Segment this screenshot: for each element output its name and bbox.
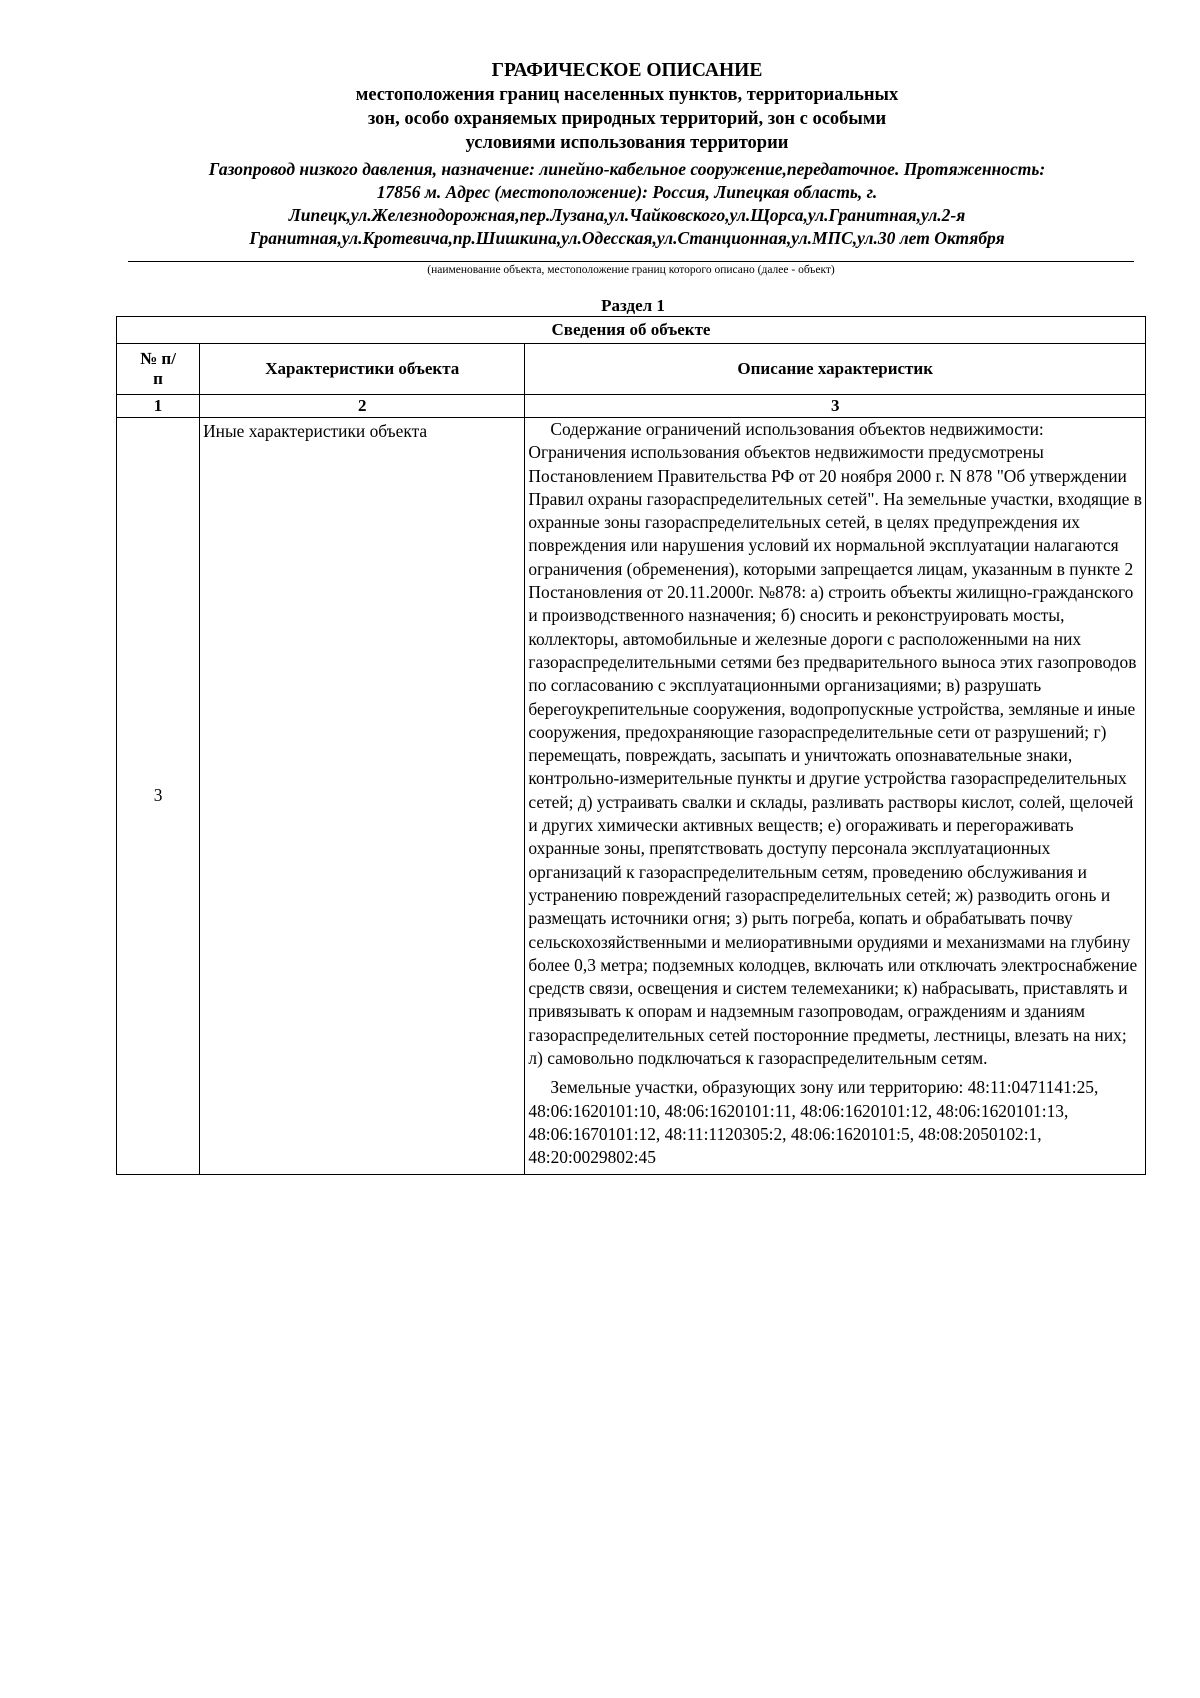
column-header-number: № п/п [117,344,200,395]
row-description [525,418,1146,1175]
column-number: 2 [200,395,525,418]
column-number: 1 [117,395,200,418]
column-header-description: Описание характеристик [525,344,1146,395]
subtitle-line-2: зон, особо охраняемых природных территорий, зон с особыми [367,109,887,129]
row-number: 3 [117,418,200,1175]
document-title: ГРАФИЧЕСКОЕ ОПИСАНИЕ [491,60,763,81]
row-characteristic: Иные характеристики объекта [200,418,525,1175]
table-row [117,418,1146,1175]
subtitle-line-3: условиями использования территории [465,133,789,153]
object-name-underline [128,261,1134,262]
table-header-row [117,344,1146,395]
column-number: 3 [525,395,1146,418]
object-name-line-4: Гранитная,ул.Кротевича,пр.Шишкина,ул.Одесская,ул.Станционная,ул.МПС,ул.30 лет Октября [249,228,1005,248]
object-name-line-2: 17856 м. Адрес (местоположение): Россия, Липецкая область, г. [376,182,878,202]
object-name [118,158,1136,250]
section-title: Раздел 1 [601,296,665,315]
subtitle-line-1: местоположения границ населенных пунктов, территориальных [355,85,899,105]
description-paragraph-land-plots: Земельные участки, образующих зону или территорию: 48:11:0471141:25, 48:06:1620101:10, 48:06:1620101:11, 48:06:1620101:12, 48:06:1620101:13, 48:06:1670101:12, 48:11:1120305:2, 48:06:1620101:5, 48:08:2050102:1, 48:20:0029802:45 [528,1077,1099,1168]
description-paragraph-restrictions: Содержание ограничений использования объектов недвижимости: Ограничения использования объектов недвижимости предусмотрены Постановлением Правительства РФ от 20 ноября 2000 г. N 878 "Об утверждении Правил охраны газораспределительных сетей". На земельные участки, входящие в охранные зоны газораспределительных сетей, в целях предупреждения их повреждения или нарушения условий их нормальной эксплуатации налагаются ограничения (обременения), которыми запрещается лицам, указанным в пункте 2 Постановления от 20.11.2000г. №878: а) строить объекты жилищно-гражданского и производственного назначения; б) сносить и реконструировать мосты, коллекторы, автомобильные и железные дороги с расположенными на них газораспределительными сетями без предварительного выноса этих газопроводов по согласованию с эксплуатационными организациями; в) разрушать берегоукрепительные сооружения, водопропускные устройства, земляные и иные сооружения, предохраняющие газораспределительные сети от разрушений; г) перемещать, повреждать, засыпать и уничтожать опознавательные знаки, контрольно-измерительные пункты и другие устройства газораспределительных сетей; д) устраивать свалки и склады, разливать растворы кислот, солей, щелочей и других химически активных веществ; е) огораживать и перегораживать охранные зоны, препятствовать доступу персонала эксплуатационных организаций к газораспределительным сетям, проведению обслуживания и устранению повреждений газораспределительных сетей; ж) разводить огонь и размещать источники огня; з) рыть погреба, копать и обрабатывать почву сельскохозяйственными и мелиоративными орудиями и механизмами на глубину более 0,3 метра; подземных колодцев, включать или отключать электроснабжение средств связи, освещения и систем телемеханики; к) набрасывать, приставлять и привязывать к опорам и надземным газопроводам, ограждениям и зданиям газораспределительных сетей посторонние предметы, лестницы, влезать на них; л) самовольно подключаться к газораспределительным сетям. [528,419,1142,1069]
table-title: Сведения об объекте [117,317,1146,344]
column-header-characteristics: Характеристики объекта [200,344,525,395]
object-name-line-1: Газопровод низкого давления, назначение: линейно-кабельное сооружение,передаточное. Протяженность: [208,159,1046,179]
table-title-row [117,317,1146,344]
object-name-line-3: Липецк,ул.Железнодорожная,пер.Лузана,ул.Чайковского,ул.Щорса,ул.Гранитная,ул.2-я [288,205,966,225]
column-number-row [117,395,1146,418]
document-header [118,58,1136,250]
object-name-caption: (наименование объекта, местоположение границ которого описано (далее - объект) [427,264,835,276]
object-info-table [116,316,1146,1175]
